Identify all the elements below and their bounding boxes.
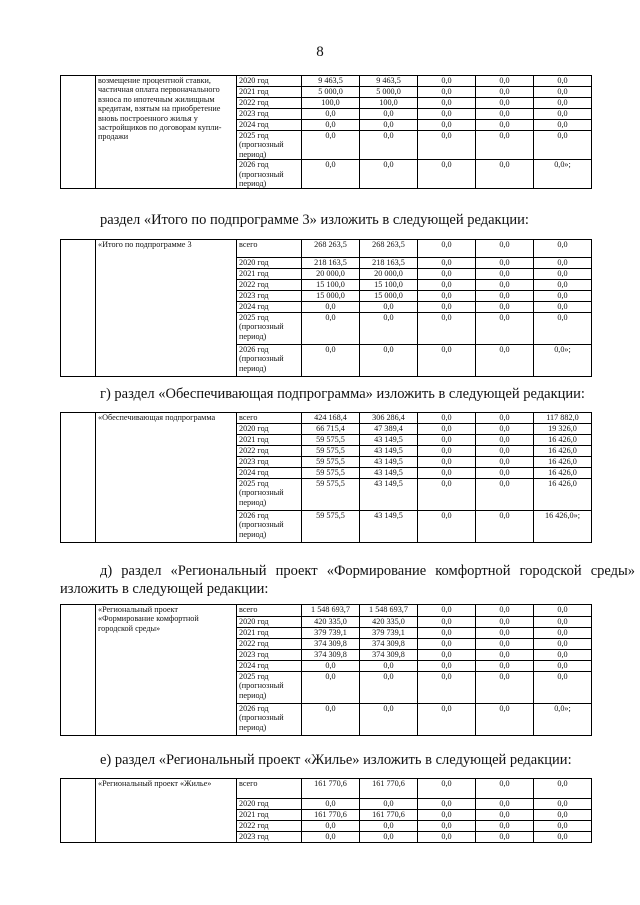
value-cell: 0,0 — [476, 313, 534, 345]
page-number: 8 — [316, 44, 324, 60]
value-cell: 0,0 — [476, 617, 534, 628]
table-row — [61, 605, 592, 617]
value-cell: 0,0 — [418, 160, 476, 189]
value-cell: 16 426,0»; — [534, 511, 592, 543]
value-cell: 16 426,0 — [534, 446, 592, 457]
empty-cell — [61, 240, 96, 377]
year-cell: 2024 год — [237, 468, 302, 479]
row-label: «Обеспечивающая подпрограмма — [96, 413, 237, 543]
value-cell: 0,0 — [476, 280, 534, 291]
heading-comfortable-city-line1: д) раздел «Региональный проект «Формирование комфортной городской среды» — [100, 563, 635, 579]
value-cell: 0,0 — [476, 302, 534, 313]
year-cell: 2022 год — [237, 280, 302, 291]
value-cell: 0,0 — [534, 779, 592, 799]
value-cell: 5 000,0 — [302, 87, 360, 98]
value-cell: 0,0 — [418, 87, 476, 98]
value-cell: 0,0 — [360, 131, 418, 160]
value-cell: 0,0 — [302, 120, 360, 131]
value-cell: 0,0 — [476, 628, 534, 639]
value-cell: 0,0 — [476, 511, 534, 543]
table-subprogram-3-total — [60, 239, 592, 377]
value-cell: 20 000,0 — [360, 269, 418, 280]
value-cell: 100,0 — [302, 98, 360, 109]
year-cell: 2021 год — [237, 87, 302, 98]
empty-cell — [61, 605, 96, 736]
value-cell: 0,0 — [476, 160, 534, 189]
value-cell: 0,0 — [476, 345, 534, 377]
value-cell: 0,0 — [476, 650, 534, 661]
year-cell: 2021 год — [237, 628, 302, 639]
value-cell: 0,0 — [534, 76, 592, 87]
value-cell: 0,0 — [418, 280, 476, 291]
value-cell: 0,0 — [476, 98, 534, 109]
value-cell: 0,0 — [418, 345, 476, 377]
value-cell: 161 770,6 — [302, 779, 360, 799]
table-row — [61, 413, 592, 424]
value-cell: 0,0 — [418, 810, 476, 821]
value-cell: 43 149,5 — [360, 457, 418, 468]
year-cell: 2025 год (прогнозный период) — [237, 672, 302, 704]
value-cell: 0,0 — [418, 650, 476, 661]
value-cell: 0,0 — [534, 291, 592, 302]
value-cell: 0,0 — [418, 76, 476, 87]
year-cell: всего — [237, 779, 302, 799]
value-cell: 218 163,5 — [360, 258, 418, 269]
value-cell: 0,0 — [534, 240, 592, 258]
heading-subprogram-3-total: раздел «Итого по подпрограмме 3» изложить в следующей редакции: — [100, 212, 529, 228]
value-cell: 0,0 — [476, 258, 534, 269]
value-cell: 379 739,1 — [302, 628, 360, 639]
value-cell: 0,0 — [360, 109, 418, 120]
value-cell: 0,0 — [476, 120, 534, 131]
value-cell: 420 335,0 — [302, 617, 360, 628]
value-cell: 0,0 — [476, 240, 534, 258]
value-cell: 0,0 — [476, 291, 534, 302]
value-cell: 117 882,0 — [534, 413, 592, 424]
value-cell: 0,0 — [418, 821, 476, 832]
value-cell: 374 309,8 — [360, 639, 418, 650]
value-cell: 43 149,5 — [360, 435, 418, 446]
value-cell: 1 548 693,7 — [360, 605, 418, 617]
value-cell: 0,0 — [302, 672, 360, 704]
value-cell: 0,0 — [476, 479, 534, 511]
value-cell: 306 286,4 — [360, 413, 418, 424]
year-cell: 2022 год — [237, 446, 302, 457]
value-cell: 0,0 — [302, 704, 360, 736]
value-cell: 0,0 — [418, 109, 476, 120]
value-cell: 0,0 — [418, 832, 476, 843]
value-cell: 16 426,0 — [534, 435, 592, 446]
value-cell: 0,0 — [418, 479, 476, 511]
value-cell: 19 326,0 — [534, 424, 592, 435]
value-cell: 0,0 — [360, 821, 418, 832]
value-cell: 59 575,5 — [302, 479, 360, 511]
year-cell: 2022 год — [237, 821, 302, 832]
value-cell: 0,0 — [360, 120, 418, 131]
year-cell: 2023 год — [237, 650, 302, 661]
table-row — [61, 779, 592, 799]
value-cell: 0,0 — [360, 302, 418, 313]
value-cell: 16 426,0 — [534, 468, 592, 479]
value-cell: 0,0 — [476, 76, 534, 87]
value-cell: 59 575,5 — [302, 457, 360, 468]
value-cell: 47 389,4 — [360, 424, 418, 435]
value-cell: 0,0 — [418, 617, 476, 628]
value-cell: 0,0 — [360, 661, 418, 672]
value-cell: 59 575,5 — [302, 511, 360, 543]
value-cell: 0,0 — [476, 672, 534, 704]
year-cell: 2023 год — [237, 109, 302, 120]
year-cell: 2022 год — [237, 639, 302, 650]
table-row — [61, 240, 592, 258]
value-cell: 0,0 — [360, 345, 418, 377]
value-cell: 161 770,6 — [360, 810, 418, 821]
value-cell: 0,0 — [418, 258, 476, 269]
value-cell: 0,0 — [418, 269, 476, 280]
value-cell: 0,0 — [534, 672, 592, 704]
value-cell: 43 149,5 — [360, 446, 418, 457]
value-cell: 16 426,0 — [534, 457, 592, 468]
value-cell: 0,0 — [534, 98, 592, 109]
value-cell: 0,0 — [476, 468, 534, 479]
value-cell: 0,0 — [418, 413, 476, 424]
value-cell: 374 309,8 — [302, 639, 360, 650]
empty-cell — [61, 413, 96, 543]
year-cell: 2025 год (прогнозный период) — [237, 479, 302, 511]
value-cell: 0,0 — [534, 628, 592, 639]
value-cell: 0,0 — [476, 413, 534, 424]
value-cell: 0,0 — [534, 617, 592, 628]
value-cell: 420 335,0 — [360, 617, 418, 628]
value-cell: 0,0 — [360, 672, 418, 704]
year-cell: 2026 год (прогнозный период) — [237, 511, 302, 543]
value-cell: 0,0 — [476, 799, 534, 810]
table-support-subprogram — [60, 412, 592, 543]
value-cell: 0,0 — [360, 832, 418, 843]
value-cell: 374 309,8 — [360, 650, 418, 661]
value-cell: 0,0 — [534, 832, 592, 843]
value-cell: 100,0 — [360, 98, 418, 109]
value-cell: 0,0 — [360, 704, 418, 736]
value-cell: 0,0 — [534, 639, 592, 650]
year-cell: 2023 год — [237, 832, 302, 843]
value-cell: 43 149,5 — [360, 468, 418, 479]
value-cell: 9 463,5 — [360, 76, 418, 87]
table-housing-project — [60, 778, 592, 843]
value-cell: 0,0 — [302, 109, 360, 120]
value-cell: 0,0 — [418, 661, 476, 672]
value-cell: 0,0 — [418, 779, 476, 799]
value-cell: 0,0 — [476, 435, 534, 446]
value-cell: 0,0 — [476, 457, 534, 468]
value-cell: 0,0 — [418, 511, 476, 543]
value-cell: 0,0 — [476, 446, 534, 457]
empty-cell — [61, 76, 96, 189]
value-cell: 0,0 — [476, 424, 534, 435]
row-label: «Региональный проект «Формирование комфортной городской среды» — [96, 605, 237, 736]
value-cell: 0,0 — [476, 87, 534, 98]
value-cell: 9 463,5 — [302, 76, 360, 87]
value-cell: 0,0 — [534, 269, 592, 280]
value-cell: 0,0»; — [534, 345, 592, 377]
year-cell: 2025 год (прогнозный период) — [237, 131, 302, 160]
value-cell: 0,0 — [418, 628, 476, 639]
year-cell: 2026 год (прогнозный период) — [237, 160, 302, 189]
value-cell: 0,0 — [418, 468, 476, 479]
value-cell: 0,0 — [302, 832, 360, 843]
value-cell: 0,0 — [534, 109, 592, 120]
value-cell: 0,0 — [302, 799, 360, 810]
year-cell: 2020 год — [237, 258, 302, 269]
value-cell: 0,0 — [534, 258, 592, 269]
value-cell: 15 000,0 — [360, 291, 418, 302]
value-cell: 379 739,1 — [360, 628, 418, 639]
year-cell: 2020 год — [237, 424, 302, 435]
year-cell: 2023 год — [237, 291, 302, 302]
value-cell: 0,0 — [418, 605, 476, 617]
value-cell: 0,0 — [534, 280, 592, 291]
value-cell: 16 426,0 — [534, 479, 592, 511]
value-cell: 0,0 — [418, 131, 476, 160]
value-cell: 0,0 — [534, 313, 592, 345]
value-cell: 1 548 693,7 — [302, 605, 360, 617]
value-cell: 0,0 — [418, 435, 476, 446]
value-cell: 0,0 — [476, 605, 534, 617]
year-cell: 2020 год — [237, 799, 302, 810]
value-cell: 0,0 — [302, 131, 360, 160]
value-cell: 59 575,5 — [302, 468, 360, 479]
year-cell: всего — [237, 240, 302, 258]
row-label: «Региональный проект «Жилье» — [96, 779, 237, 843]
value-cell: 0,0 — [418, 639, 476, 650]
value-cell: 15 000,0 — [302, 291, 360, 302]
year-cell: 2023 год — [237, 457, 302, 468]
year-cell: 2024 год — [237, 661, 302, 672]
value-cell: 59 575,5 — [302, 435, 360, 446]
value-cell: 0,0 — [476, 109, 534, 120]
value-cell: 0,0 — [476, 131, 534, 160]
value-cell: 0,0 — [476, 810, 534, 821]
value-cell: 0,0 — [476, 639, 534, 650]
value-cell: 161 770,6 — [302, 810, 360, 821]
value-cell: 0,0 — [418, 240, 476, 258]
year-cell: 2020 год — [237, 76, 302, 87]
heading-support-subprogram: г) раздел «Обеспечивающая подпрограмма» изложить в следующей редакции: — [100, 386, 585, 402]
year-cell: 2025 год (прогнозный период) — [237, 313, 302, 345]
value-cell: 0,0 — [302, 160, 360, 189]
empty-cell — [61, 779, 96, 843]
value-cell: 0,0 — [302, 302, 360, 313]
year-cell: 2020 год — [237, 617, 302, 628]
heading-comfortable-city-line2: изложить в следующей редакции: — [60, 581, 269, 597]
value-cell: 0,0 — [302, 661, 360, 672]
value-cell: 0,0 — [418, 457, 476, 468]
value-cell: 66 715,4 — [302, 424, 360, 435]
year-cell: 2022 год — [237, 98, 302, 109]
value-cell: 0,0 — [534, 131, 592, 160]
value-cell: 15 100,0 — [302, 280, 360, 291]
value-cell: 0,0 — [418, 313, 476, 345]
row-label: «Итого по подпрограмме 3 — [96, 240, 237, 377]
value-cell: 374 309,8 — [302, 650, 360, 661]
value-cell: 0,0 — [476, 704, 534, 736]
value-cell: 0,0 — [418, 424, 476, 435]
value-cell: 0,0 — [418, 98, 476, 109]
value-cell: 5 000,0 — [360, 87, 418, 98]
value-cell: 0,0 — [534, 821, 592, 832]
year-cell: 2021 год — [237, 435, 302, 446]
year-cell: 2026 год (прогнозный период) — [237, 704, 302, 736]
value-cell: 0,0 — [534, 810, 592, 821]
year-cell: 2024 год — [237, 120, 302, 131]
value-cell: 0,0 — [360, 313, 418, 345]
value-cell: 161 770,6 — [360, 779, 418, 799]
value-cell: 0,0»; — [534, 704, 592, 736]
year-cell: 2021 год — [237, 810, 302, 821]
table-row — [61, 76, 592, 87]
value-cell: 0,0 — [534, 650, 592, 661]
value-cell: 424 168,4 — [302, 413, 360, 424]
value-cell: 0,0 — [534, 302, 592, 313]
row-label: возмещение процентной ставки, частичная оплата первоначального взноса по ипотечным жилищным кредитам, взятым на приобретение вновь построенного жилья у застройщиков по договорам купли-продажи — [96, 76, 237, 189]
table-comfortable-city — [60, 604, 592, 736]
heading-housing-project: е) раздел «Региональный проект «Жилье» изложить в следующей редакции: — [100, 752, 572, 768]
value-cell: 0,0 — [476, 832, 534, 843]
value-cell: 268 263,5 — [360, 240, 418, 258]
value-cell: 0,0 — [476, 821, 534, 832]
year-cell: 2021 год — [237, 269, 302, 280]
value-cell: 15 100,0 — [360, 280, 418, 291]
value-cell: 0,0 — [360, 160, 418, 189]
value-cell: 59 575,5 — [302, 446, 360, 457]
value-cell: 0,0 — [534, 799, 592, 810]
value-cell: 43 149,5 — [360, 511, 418, 543]
value-cell: 20 000,0 — [302, 269, 360, 280]
value-cell: 0,0 — [476, 661, 534, 672]
value-cell: 0,0 — [360, 799, 418, 810]
value-cell: 0,0 — [418, 302, 476, 313]
value-cell: 268 263,5 — [302, 240, 360, 258]
table-interest-compensation — [60, 75, 592, 189]
value-cell: 218 163,5 — [302, 258, 360, 269]
value-cell: 0,0 — [418, 291, 476, 302]
value-cell: 0,0 — [534, 605, 592, 617]
year-cell: 2026 год (прогнозный период) — [237, 345, 302, 377]
year-cell: всего — [237, 605, 302, 617]
value-cell: 0,0 — [302, 821, 360, 832]
year-cell: 2024 год — [237, 302, 302, 313]
value-cell: 0,0 — [418, 704, 476, 736]
value-cell: 43 149,5 — [360, 479, 418, 511]
value-cell: 0,0 — [418, 120, 476, 131]
value-cell: 0,0 — [302, 313, 360, 345]
value-cell: 0,0 — [534, 661, 592, 672]
year-cell: всего — [237, 413, 302, 424]
value-cell: 0,0 — [534, 120, 592, 131]
value-cell: 0,0 — [534, 87, 592, 98]
value-cell: 0,0 — [476, 779, 534, 799]
value-cell: 0,0 — [476, 269, 534, 280]
value-cell: 0,0 — [418, 446, 476, 457]
value-cell: 0,0 — [302, 345, 360, 377]
value-cell: 0,0 — [418, 672, 476, 704]
value-cell: 0,0 — [418, 799, 476, 810]
value-cell: 0,0»; — [534, 160, 592, 189]
